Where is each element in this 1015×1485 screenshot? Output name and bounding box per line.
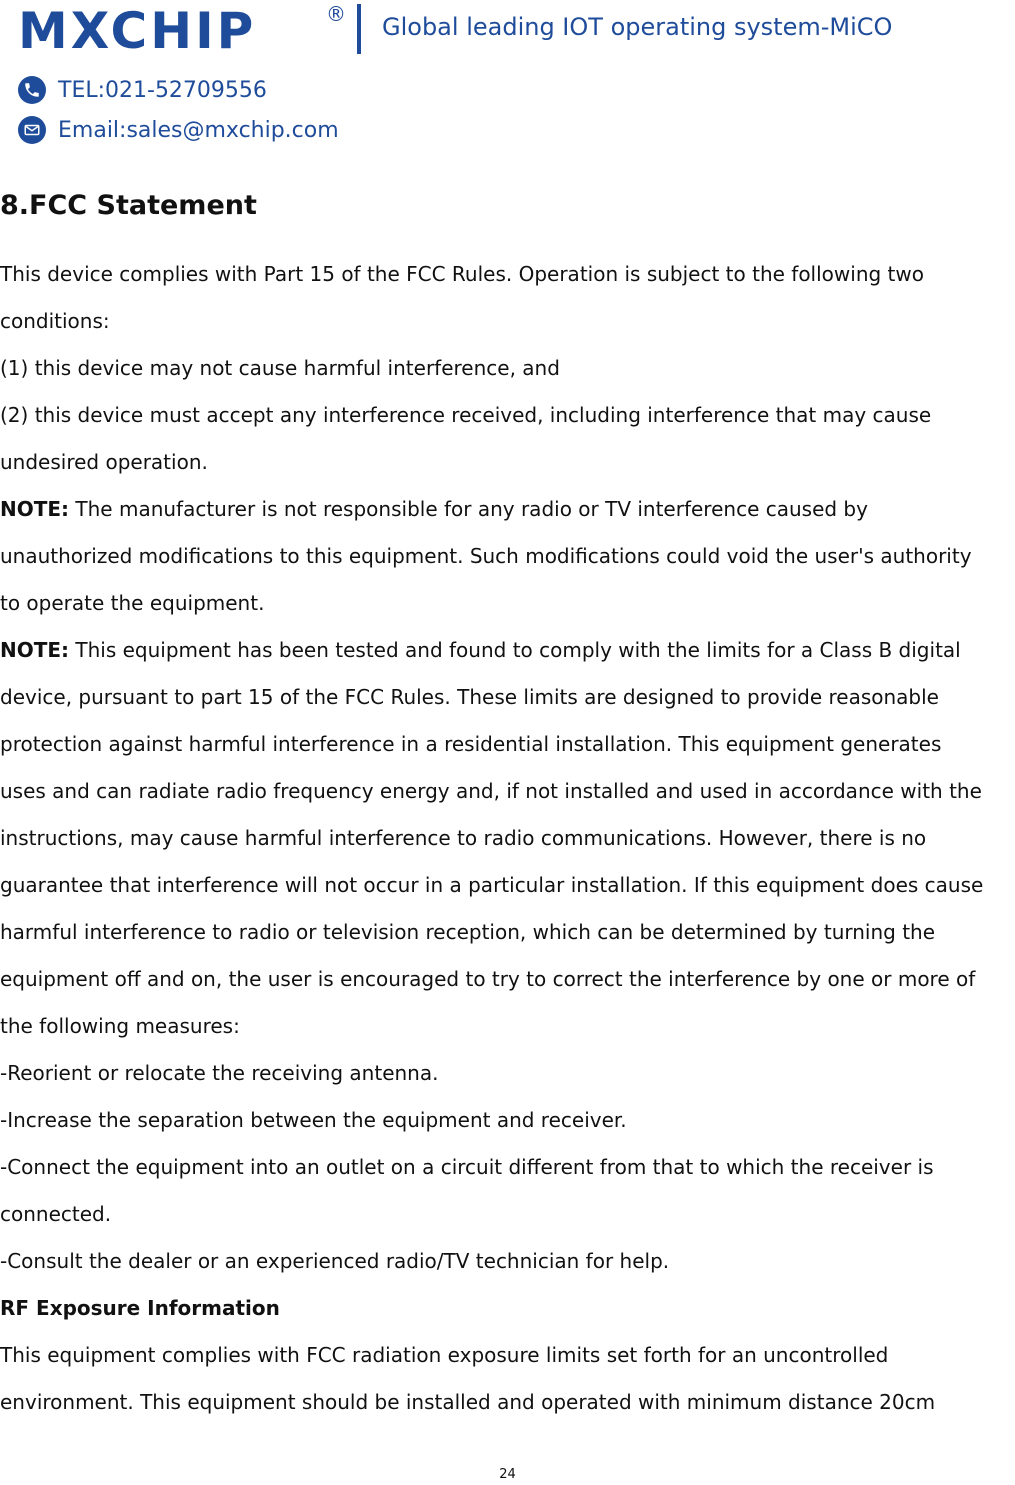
note-2-line-1 — [0, 627, 1015, 674]
rf-exposure-title: RF Exposure Information — [0, 1296, 280, 1320]
note-2-line-7: harmful interference to radio or television reception, which can be determined by turning the — [0, 920, 936, 944]
note-1-line-1 — [0, 486, 1015, 533]
measure-1: -Reorient or relocate the receiving antenna. — [0, 1061, 439, 1085]
brand-tagline: Global leading IOT operating system-MiCO — [382, 13, 893, 41]
header-divider — [357, 4, 361, 54]
note-2-line-9: the following measures: — [0, 1014, 240, 1038]
measure-2: -Increase the separation between the equipment and receiver. — [0, 1108, 627, 1132]
note-2-line-6: guarantee that interference will not occur in a particular installation. If this equipment does cause — [0, 873, 984, 897]
note-2-line-8: equipment off and on, the user is encouraged to try to correct the interference by one or more of — [0, 967, 976, 991]
note-2-line-3: protection against harmful interference in a residential installation. This equipment generates — [0, 732, 942, 756]
email-text: Email:sales@mxchip.com — [58, 117, 339, 143]
condition-1: (1) this device may not cause harmful interference, and — [0, 356, 560, 380]
page-number: 24 — [499, 1467, 516, 1482]
section-title: 8.FCC Statement — [0, 190, 257, 221]
registered-mark: ® — [326, 2, 346, 26]
note-1-line-2: unauthorized modifications to this equipment. Such modifications could void the user's authority — [0, 544, 972, 568]
page-header — [0, 0, 1015, 160]
measure-3-line-1: -Connect the equipment into an outlet on a circuit different from that to which the receiver is — [0, 1155, 934, 1179]
note-2-line-2: device, pursuant to part 15 of the FCC Rules. These limits are designed to provide reasonable — [0, 685, 939, 709]
note-label: NOTE: — [0, 497, 70, 521]
measure-3-line-2: connected. — [0, 1202, 112, 1226]
rf-line-1: This equipment complies with FCC radiation exposure limits set forth for an uncontrolled — [0, 1343, 889, 1367]
rf-line-2: environment. This equipment should be installed and operated with minimum distance 20cm — [0, 1390, 936, 1414]
note-label: NOTE: — [0, 638, 70, 662]
condition-2-line-1: (2) this device must accept any interference received, including interference that may cause — [0, 403, 932, 427]
note-1-text: The manufacturer is not responsible for any radio or TV interference caused by — [69, 497, 868, 521]
note-2-line-5: instructions, may cause harmful interference to radio communications. However, there is no — [0, 826, 927, 850]
envelope-icon — [18, 116, 46, 144]
note-1-line-3: to operate the equipment. — [0, 591, 265, 615]
condition-2-line-2: undesired operation. — [0, 450, 208, 474]
note-2-text: This equipment has been tested and found to comply with the limits for a Class B digital — [69, 638, 961, 662]
brand-logo: MXCHIP — [18, 2, 257, 60]
phone-icon — [18, 76, 46, 104]
intro-line-1: This device complies with Part 15 of the FCC Rules. Operation is subject to the following two — [0, 262, 924, 286]
measure-4: -Consult the dealer or an experienced radio/TV technician for help. — [0, 1249, 670, 1273]
note-2-line-4: uses and can radiate radio frequency energy and, if not installed and used in accordance with the — [0, 779, 982, 803]
contact-tel — [18, 74, 267, 106]
contact-email — [18, 114, 339, 146]
tel-text: TEL:021-52709556 — [58, 77, 267, 103]
intro-line-2: conditions: — [0, 309, 110, 333]
document-body — [0, 170, 1015, 1426]
